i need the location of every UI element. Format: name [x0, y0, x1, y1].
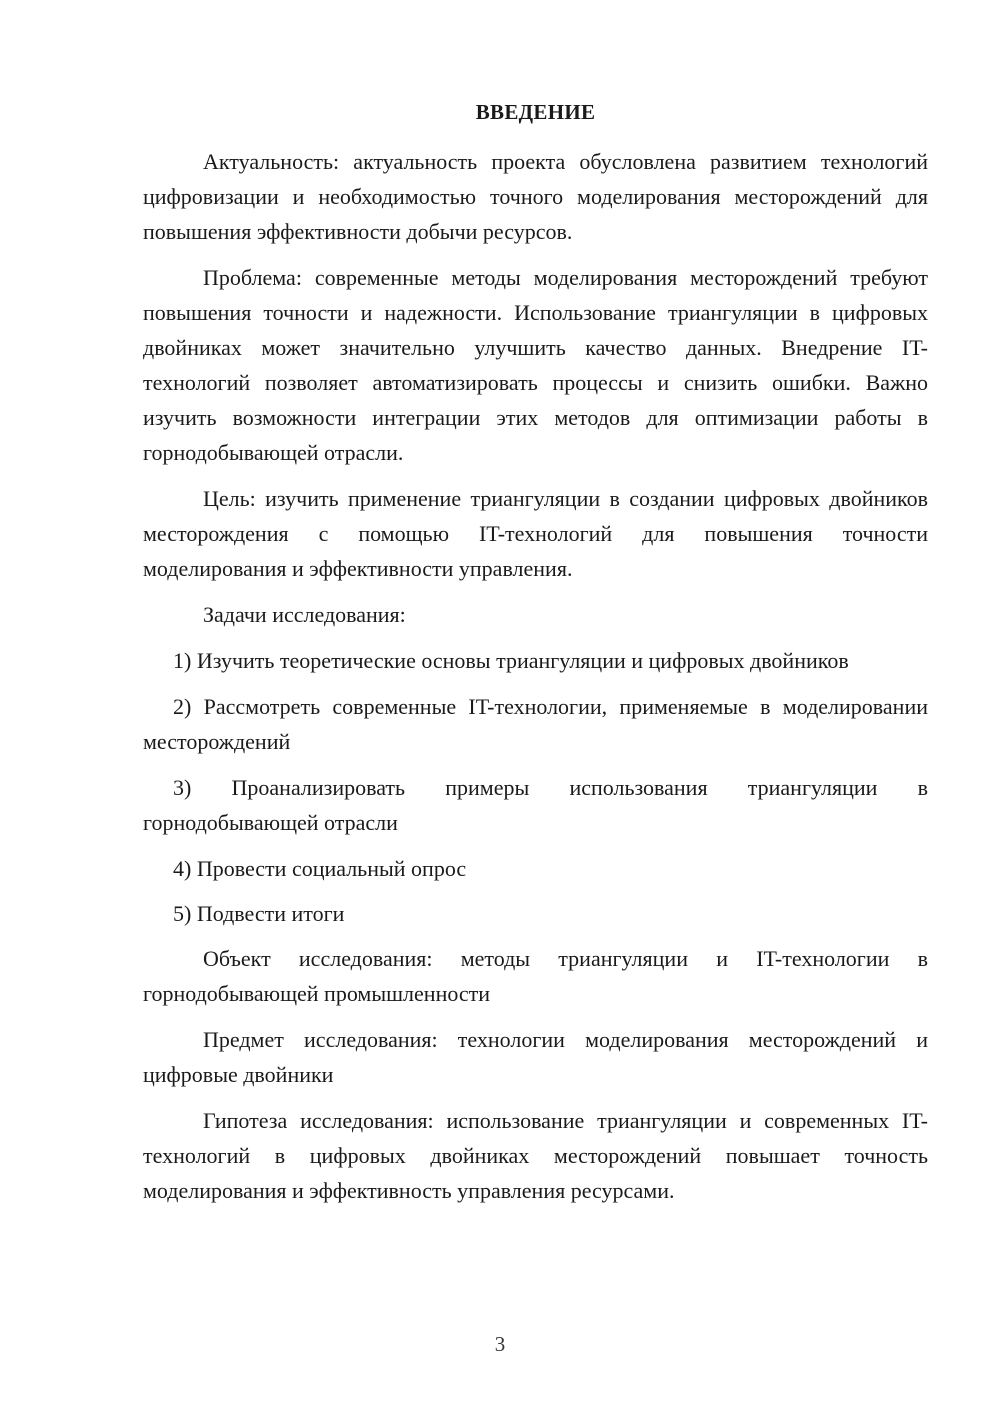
paragraph-subject: Предмет исследования: технологии моделирования месторождений и цифровые двойники — [143, 1027, 928, 1087]
task-item-1: 1) Изучить теоретические основы триангуляции и цифровых двойников — [173, 648, 849, 673]
task-item-3: 3) Проанализировать примеры использования триангуляции в горнодобывающей отрасли — [143, 775, 928, 835]
paragraph-problem: Проблема: современные методы моделирования месторождений требуют повышения точности и надежности. Использование триангуляции в цифровых двойниках может значительно улучшить качество данных. Внедрение IT-технологий позволяет автоматизировать процессы и снизить ошибки. Важно изучить возможности интеграции этих методов для оптимизации работы в горнодобывающей отрасли. — [143, 265, 928, 465]
section-title: ВВЕДЕНИЕ — [475, 100, 596, 124]
paragraph-object: Объект исследования: методы триангуляции и IT-технологии в горнодобывающей промышленности — [143, 946, 928, 1006]
task-item-2: 2) Рассмотреть современные IT-технологии, применяемые в моделировании месторождений — [143, 694, 928, 754]
paragraph-goal: Цель: изучить применение триангуляции в создании цифровых двойников месторождения с помощью IT-технологий для повышения точности моделирования и эффективности управления. — [143, 486, 928, 581]
tasks-heading: Задачи исследования: — [203, 602, 406, 627]
paragraph-relevance: Актуальность: актуальность проекта обусловлена развитием технологий цифровизации и необходимостью точного моделирования месторождений для повышения эффективности добычи ресурсов. — [143, 149, 928, 244]
task-item-4: 4) Провести социальный опрос — [173, 856, 467, 881]
task-item-5: 5) Подвести итоги — [173, 901, 345, 926]
page-number: 3 — [494, 1332, 506, 1356]
document-body — [143, 97, 928, 1219]
paragraph-hypothesis: Гипотеза исследования: использование триангуляции и современных IT-технологий в цифровых двойниках месторождений повышает точность моделирования и эффективность управления ресурсами. — [143, 1108, 928, 1203]
